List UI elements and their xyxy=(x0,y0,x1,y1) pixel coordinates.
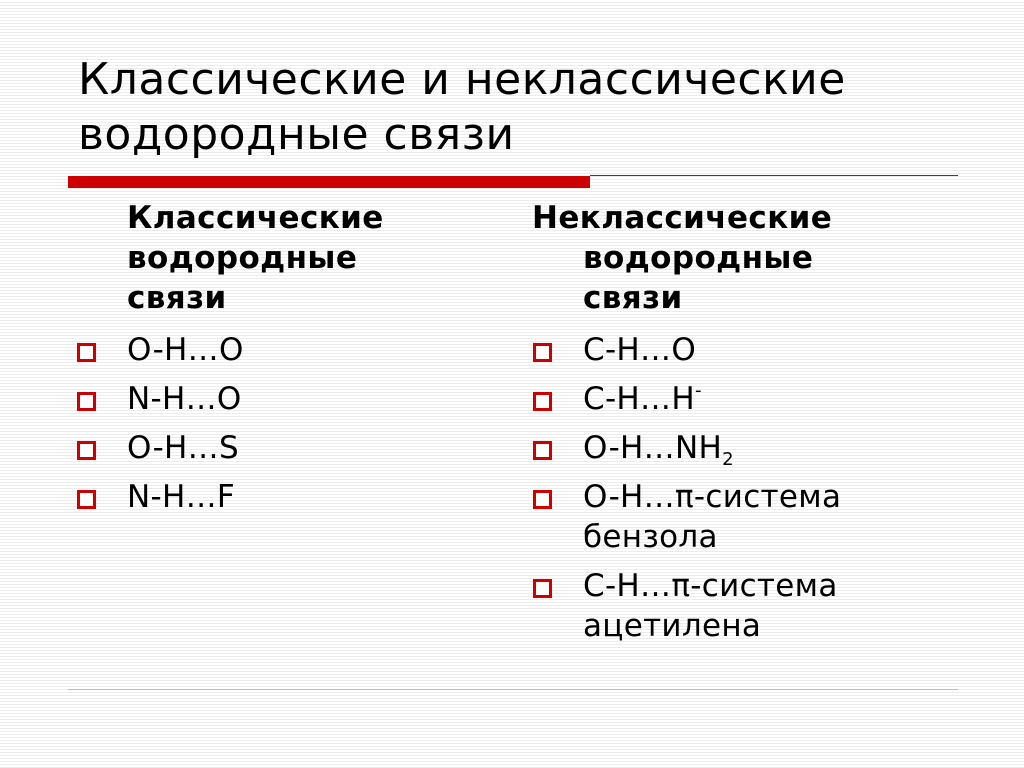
heading-line: водородные xyxy=(127,240,358,276)
nonclassical-bonds-heading xyxy=(532,198,952,318)
list-item xyxy=(76,379,496,419)
bond-formula-continuation: бензола xyxy=(583,519,718,555)
slide-title-line-1: Классические и неклассические xyxy=(78,54,846,105)
bond-formula: N-H…O xyxy=(127,381,242,417)
classical-bonds-heading xyxy=(76,198,496,318)
footer-divider xyxy=(68,689,958,690)
classical-bonds-column xyxy=(76,198,496,526)
hollow-square-bullet-icon xyxy=(77,343,96,362)
heading-line: Классические xyxy=(127,200,384,236)
hollow-square-bullet-icon xyxy=(533,490,552,509)
list-item xyxy=(76,330,496,370)
bond-formula: C-H…π-система xyxy=(583,568,838,604)
heading-line: водородные xyxy=(583,240,814,276)
list-item xyxy=(532,330,952,370)
classical-bonds-list xyxy=(76,330,496,517)
bond-formula: C-H…O xyxy=(583,332,697,368)
list-item xyxy=(532,428,952,468)
hollow-square-bullet-icon xyxy=(77,490,96,509)
list-item xyxy=(76,477,496,517)
bond-formula-continuation: ацетилена xyxy=(583,608,762,644)
hollow-square-bullet-icon xyxy=(533,579,552,598)
slide-title-line-2: водородные связи xyxy=(78,109,515,160)
bond-formula: C-H…H xyxy=(583,381,695,417)
hollow-square-bullet-icon xyxy=(533,343,552,362)
bond-formula: N-H…F xyxy=(127,479,236,515)
list-item xyxy=(76,428,496,468)
superscript-charge: - xyxy=(694,380,702,401)
heading-line: Неклассические xyxy=(532,200,833,236)
nonclassical-bonds-column xyxy=(532,198,952,655)
bond-formula: O-H…O xyxy=(127,332,244,368)
heading-line: связи xyxy=(127,280,227,316)
list-item xyxy=(532,566,952,646)
title-underline-thin xyxy=(590,175,958,176)
list-item xyxy=(532,379,952,419)
bond-formula: O-H…π-система xyxy=(583,479,842,515)
hollow-square-bullet-icon xyxy=(77,392,96,411)
hollow-square-bullet-icon xyxy=(77,441,96,460)
bond-formula: O-H…S xyxy=(127,430,239,466)
slide-title xyxy=(78,52,978,162)
bond-formula: O-H…NH xyxy=(583,430,723,466)
hollow-square-bullet-icon xyxy=(533,392,552,411)
subscript-count: 2 xyxy=(722,449,734,470)
list-item xyxy=(532,477,952,557)
nonclassical-bonds-list xyxy=(532,330,952,646)
heading-line: связи xyxy=(583,280,683,316)
hollow-square-bullet-icon xyxy=(533,441,552,460)
title-underline-accent xyxy=(68,176,590,188)
